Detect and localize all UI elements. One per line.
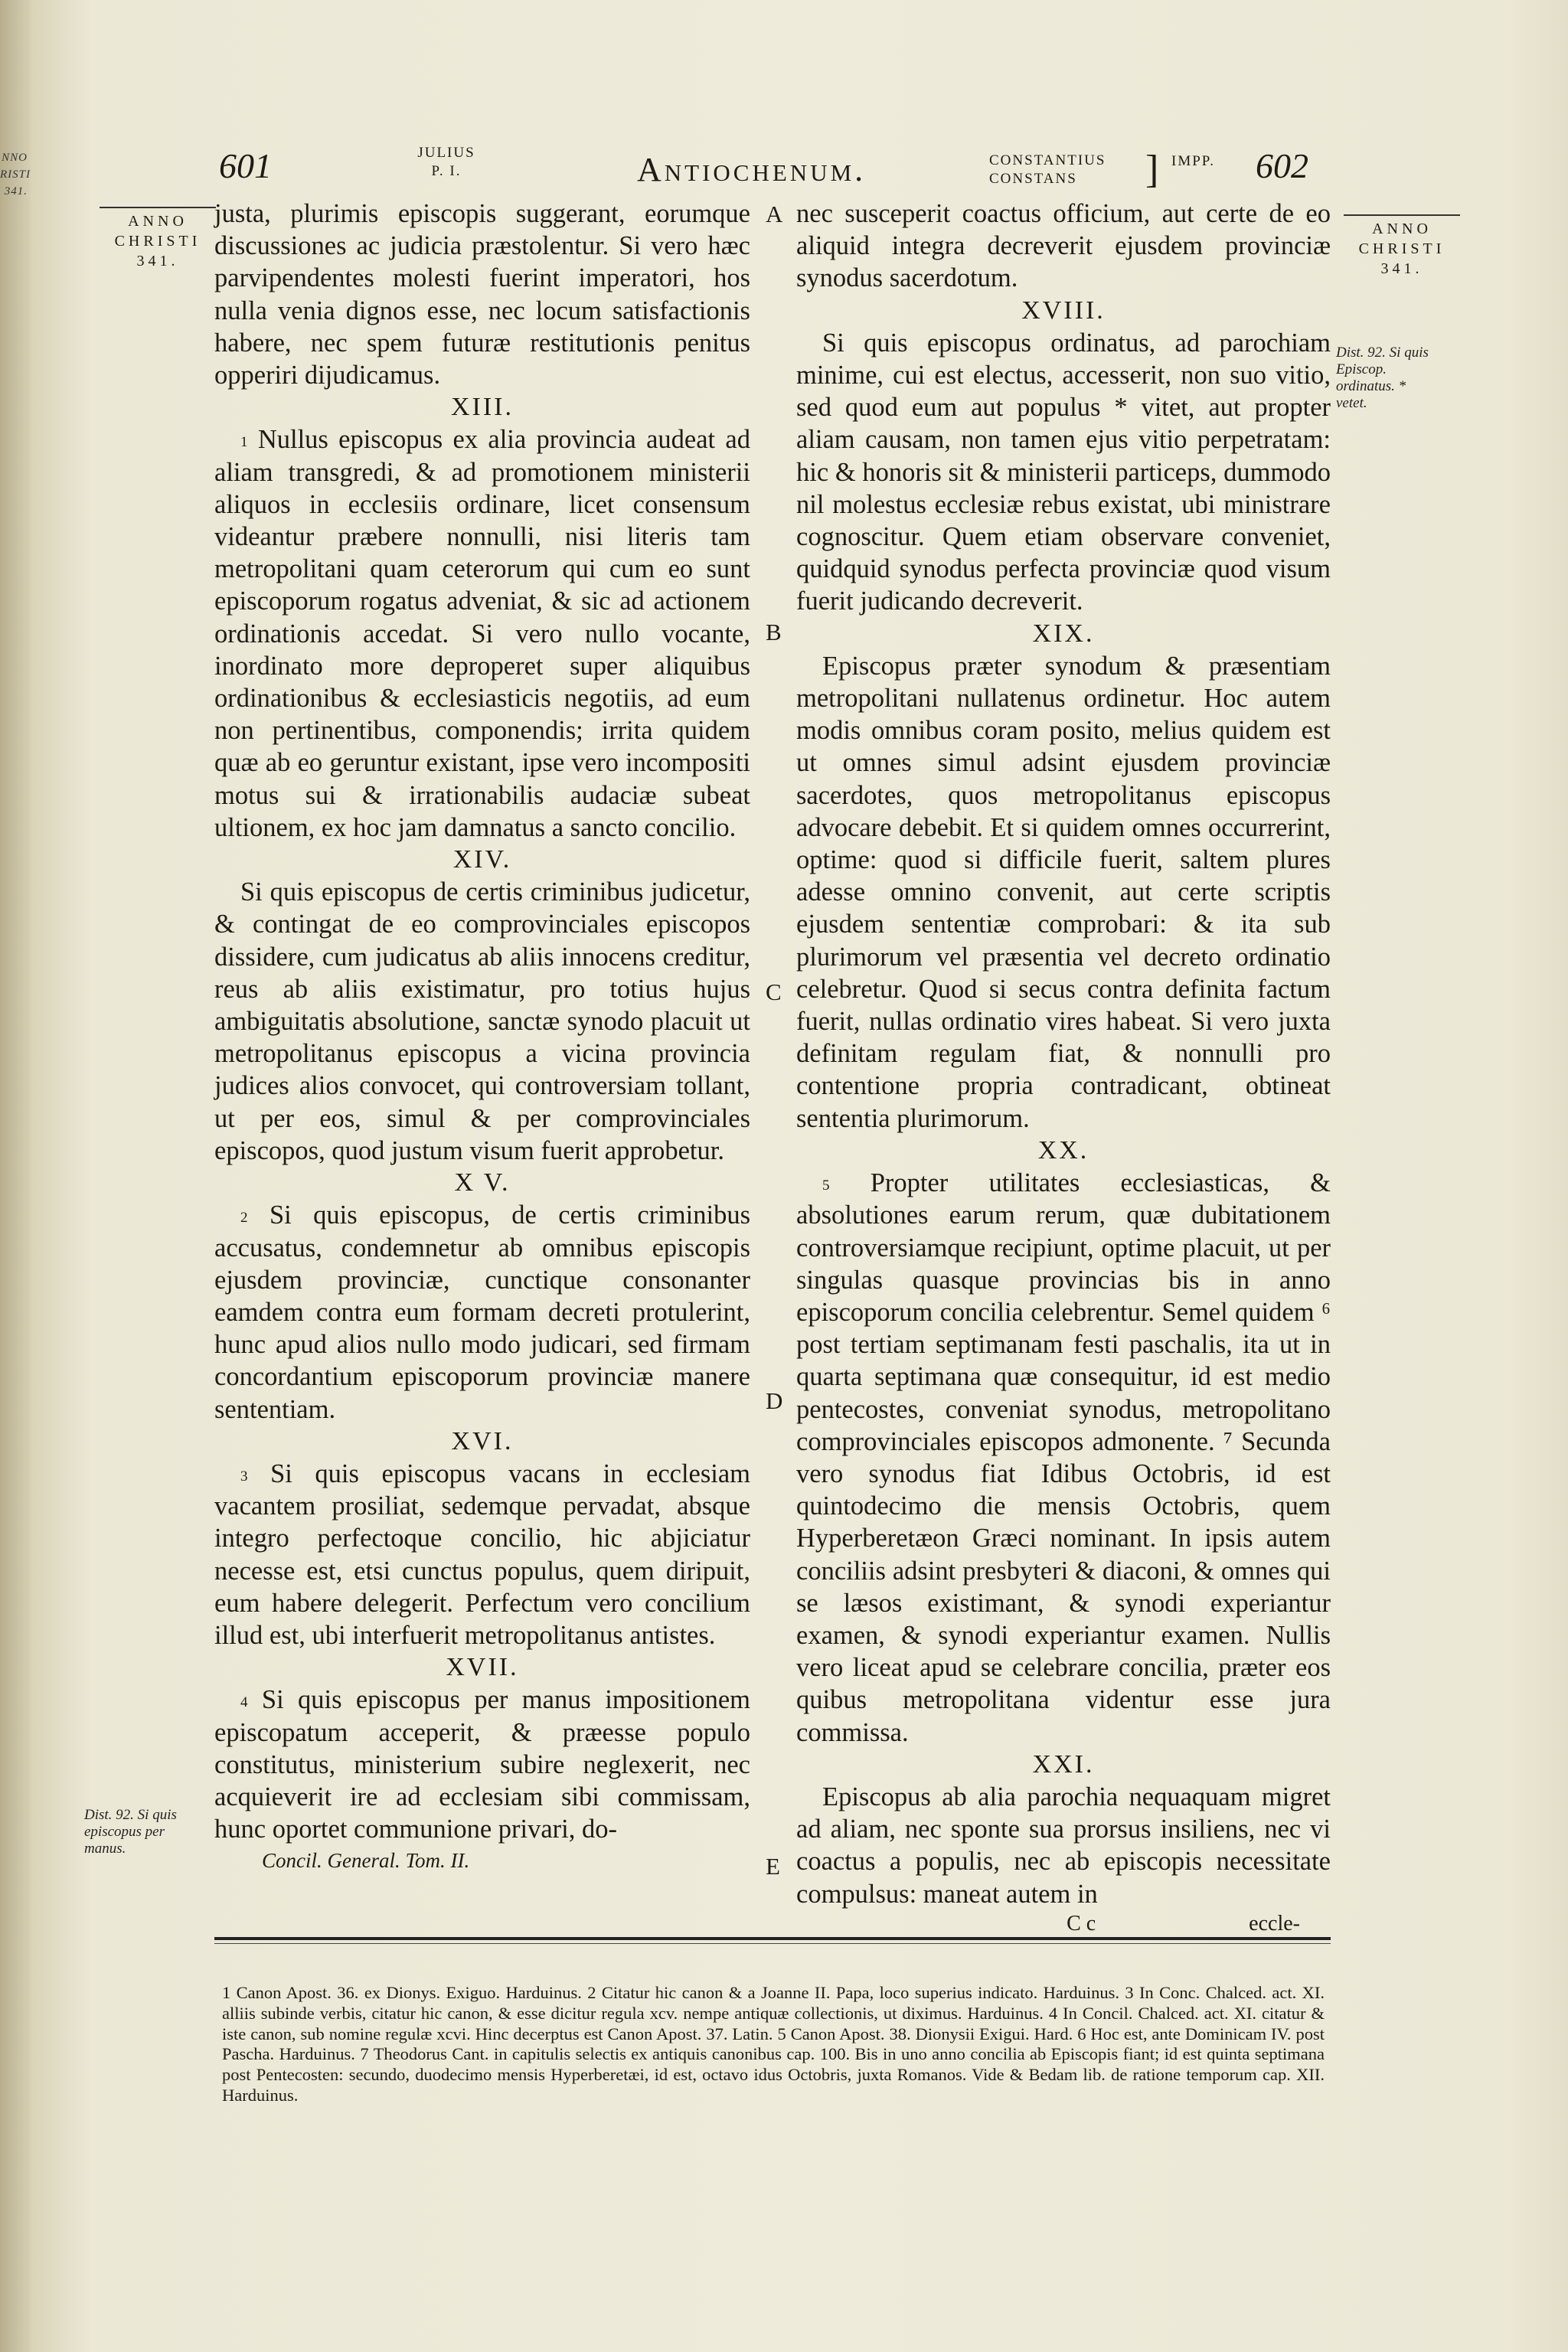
paragraph: $^1$ Nullus episcopus ex alia provincia audeat ad aliam transgredi, & ad promotionem ministerii aliquos in ecclesiis ordinare, licet consensum videantur præbere nonnulli, nisi literis tam metropolitani quam ceterorum qui cum eo sunt episcoporum rogatus adveniat, & sic ad actionem ordinationis accedat. Si vero nullo vocante, inordinato more deproperet super aliquibus ordinationibus & ecclesiasticis negotiis, ad eum non pertinentibus, componendis; irrita quidem quæ ab eo geruntur existant, ipse vero incompositi motus sui & irrationabilis audaciæ subeat ultionem, ex hoc jam damnatus a sancto concilio. bbox=[214, 425, 750, 842]
anno-christi-left: ANNO CHRISTI 341. bbox=[100, 207, 216, 271]
footnote-rule bbox=[214, 1937, 1331, 1940]
facing-page-edge: NNO RISTI 341. bbox=[0, 152, 31, 198]
page-number-left: 601 bbox=[219, 146, 272, 185]
canon-number: XX. bbox=[1037, 1135, 1089, 1165]
anno-rule bbox=[100, 207, 216, 208]
footnote-ref: 4 bbox=[240, 1694, 248, 1711]
canon-number: XXI. bbox=[1032, 1749, 1095, 1779]
canon-number: XVI. bbox=[451, 1426, 514, 1455]
canon-number: XIII. bbox=[450, 393, 514, 422]
margin-letter-e: E bbox=[766, 1853, 780, 1880]
catchword: eccle- bbox=[1249, 1911, 1300, 1936]
canon-number: XIX. bbox=[1032, 619, 1095, 648]
footnote-ref: 3 bbox=[240, 1468, 248, 1485]
canon-number: XVII. bbox=[446, 1653, 519, 1682]
paragraph: $^3$ Si quis episcopus vacans in ecclesiam vacantem prosiliat, sedemque pervadat, absque integro perfectoque concilio, hic abjiciatur necesse est, etsi cunctus populus, quem diripuit, eum habere delegerit. Perfectum vero concilium illud est, ubi interfuerit metropolitanus antistes. bbox=[214, 1459, 750, 1650]
footnote-ref: 5 bbox=[822, 1178, 830, 1194]
page-number-right: 602 bbox=[1256, 146, 1308, 185]
text-column-left bbox=[214, 198, 750, 1874]
paragraph: nec susceperit coactus officium, aut certe de eo aliquid integra decreverit ejusdem provinciæ synodus sacerdotum. bbox=[796, 199, 1331, 293]
side-note-right: Dist. 92. Si quis Episcop. ordinatus. * vetet. bbox=[1336, 345, 1429, 411]
canon-number: XVIII. bbox=[1021, 296, 1106, 325]
paragraph: $^4$ Si quis episcopus per manus impositionem episcopatum acceperit, & præesse populo constitutus, ministerium subire neglexerit, nec acquieverit ire ad ecclesiam sibi commissam, hunc oportet communione privari, do- bbox=[214, 1685, 751, 1844]
footnote-rule-thin bbox=[214, 1943, 1331, 1944]
paragraph: $^5$ Propter utilitates ecclesiasticas, & absolutiones earum rerum, quæ dubitationem controversiamque recipiunt, optime placuit, ut per singulas quasque provincias bis in anno episcoporum concilia celebrentur. Semel quidem ⁶ post tertiam septimanam festi paschalis, ita ut in quarta septimana quæ consequitur, id est medio pentecostes, conveniat synodus, metropolitano comprovinciales episcopos admonente. ⁷ Secunda vero synodus fiat Idibus Octobris, id est quintodecimo die mensis Octobris, quem Hyperberetæon Græci nominant. In ipsis autem conciliis adsint presbyteri & diaconi, & omnes qui se læsos existimant, & synodi experiantur examen, & synodi experiantur examen. Nullis vero liceat apud se celebrare concilia, præter eos quibus metropolitana videntur esse jura commissa. bbox=[796, 1168, 1331, 1747]
margin-letter-b: B bbox=[766, 619, 782, 645]
canon-number: X V. bbox=[454, 1168, 511, 1197]
margin-letter-a: A bbox=[766, 201, 783, 227]
anno-rule bbox=[1344, 214, 1460, 216]
anno-christi-right: ANNO CHRISTI 341. bbox=[1344, 214, 1460, 279]
footnote-ref: 2 bbox=[240, 1210, 248, 1227]
footnote-ref: 1 bbox=[240, 434, 248, 451]
book-spine bbox=[0, 0, 31, 2352]
running-head-emperors: CONSTANTIUS CONSTANS bbox=[989, 152, 1106, 187]
paragraph: justa, plurimis episcopis suggerant, eorumque discussiones ac judicia præstolentur. Si vero hæc parvipendentes molesti fuerint imperatori, hos nulla venia dignos esse, nec locum satisfactionis habere, nec spem futuræ restitutionis penitus opperiri dijudicamus. bbox=[214, 199, 750, 390]
emperors-label: IMPP. bbox=[1171, 153, 1215, 169]
side-note-left: Dist. 92. Si quis episcopus per manus. bbox=[84, 1807, 177, 1857]
running-head-pope: JULIUS P. I. bbox=[417, 145, 475, 179]
text-column-right bbox=[796, 198, 1331, 1938]
emperors-bracket: ] bbox=[1145, 148, 1159, 191]
running-title: Antiochenum. bbox=[637, 151, 867, 188]
paragraph: Episcopus ab alia parochia nequaquam migret ad aliam, nec sponte sua prorsus insiliens, nec vi coactus a populis, nec ab episcopis necessitate compulsus: maneat autem in bbox=[796, 1782, 1331, 1909]
signature-line bbox=[796, 1910, 1331, 1938]
paragraph: Si quis episcopus de certis criminibus judicetur, & contingat de eo comprovinciales episcopos dissidere, cum judicatus ab aliis innocens creditur, reus ab aliis existimatur, pro totius hujus ambiguitatis absolutione, sanctæ synodo placuit ut metropolitanus episcopus a vicina provincia judices alios convocet, qui controversiam tollant, ut per eos, simul & per comprovinciales episcopos, quod justum visum fuerit approbetur. bbox=[214, 877, 750, 1165]
footnotes bbox=[222, 1983, 1325, 2106]
footnote-text: 1 Canon Apost. 36. ex Dionys. Exiguo. Harduinus. 2 Citatur hic canon & a Joanne II. Papa, loco superius indicato. Harduinus. 3 In Conc. Chalced. act. XI. alliis subinde verbis, citatur hic canon, & esse dicitur regula xcv. nempe antiquæ collectionis, ut diximus. Harduinus. 4 In Concil. Chalced. act. XI. citatur & iste canon, sub nomine regulæ xcvi. Hinc decerptus est Canon Apost. 37. Latin. 5 Canon Apost. 38. Dionysii Exigui. Hard. 6 Hoc est, ante Dominicam IV. post Pascha. Harduinus. 7 Theodorus Cant. in capitulis selectis ex antiquis canonibus cap. 100. Bis in uno anno concilia ab Episcopis fiant; id est quinta septimana post Pentecosten: secundo, duodecimo mensis Hyperberetæi, id est, octavo idus Octobris, juxta Romanos. Vide & Bedam lib. de ratione temporum cap. XII. Harduinus. bbox=[222, 1983, 1325, 2105]
paragraph: Episcopus præter synodum & præsentiam metropolitani nullatenus ordinetur. Hoc autem modis omnibus coram posito, melius quidem est ut omnes simul adsint ejusdem provinciæ sacerdotes, quos metropolitanus episcopus advocare debebit. Et si quidem omnes occurrerint, optime: quod si difficile fuerit, saltem plures adesse omnino convenit, aut certe scriptis ejusdem sententiæ comprobari: & ita sub plurimorum vel præsentia vel decreto ordinatio celebretur. Quod si secus contra definita factum fuerit, nullas ordinatio vires habeat. Si vero juxta definitam regulam fiat, & nonnulli pro contentione propria contradicant, obtineat sententia plurimorum. bbox=[796, 651, 1331, 1133]
signature-mark: C c bbox=[1067, 1911, 1096, 1936]
margin-letter-c: C bbox=[766, 978, 782, 1005]
margin-letter-d: D bbox=[766, 1387, 783, 1414]
volume-signature: Concil. General. Tom. II. bbox=[262, 1849, 470, 1873]
paragraph: Si quis episcopus ordinatus, ad parochiam minime, cui est electus, accesserit, non suo vitio, sed quod eum aut populus * vitet, aut propter aliam causam, non tamen ejus vitio perpetratam: hic & honoris sit & ministerii particeps, dummodo nil molestus ecclesiæ rebus existat, ubi ministrare cognoscitur. Quem etiam observare conveniet, quidquid synodus perfecta provinciæ quod visum fuerit judicando decreverit. bbox=[796, 328, 1331, 616]
paragraph: $^2$ Si quis episcopus, de certis criminibus accusatus, condemnetur ab omnibus episcopis ejusdem provinciæ, cunctique consonanter eamdem contra eum formam decreti protulerint, hunc apud alios nullo modo judicari, sed firmam concordantium episcoporum provinciæ manere sententiam. bbox=[214, 1200, 750, 1424]
canon-number: XIV. bbox=[452, 845, 512, 874]
